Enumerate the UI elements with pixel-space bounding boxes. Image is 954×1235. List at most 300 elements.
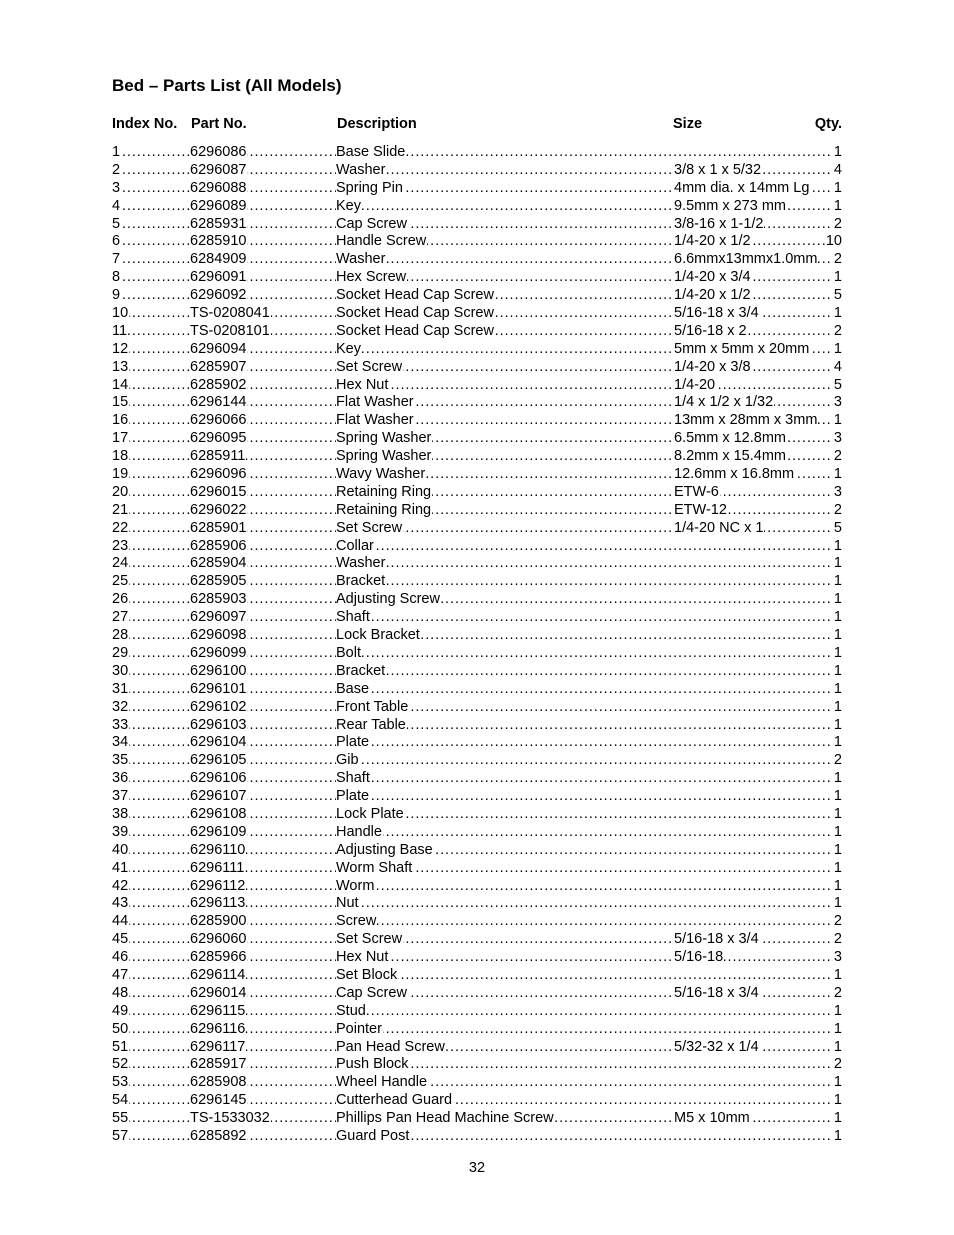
index-no-cell: 32 (112, 698, 129, 715)
part-no-cell: 6285917 (190, 1056, 247, 1073)
table-row (112, 699, 842, 717)
index-no-cell: 10 (112, 305, 129, 322)
qty-cell: 1 (833, 823, 842, 840)
page-number: 32 (468, 1160, 486, 1176)
qty-cell: 1 (833, 627, 842, 644)
description-cell: Screw (336, 913, 377, 930)
table-row (112, 681, 842, 699)
index-no-cell: 40 (112, 841, 129, 858)
table-row (112, 895, 842, 913)
part-no-cell: 6284909 (190, 251, 247, 268)
table-row (112, 466, 842, 484)
table-row (112, 913, 842, 931)
qty-cell: 1 (833, 966, 842, 983)
part-no-cell: 6285910 (190, 233, 247, 250)
table-row (112, 878, 842, 896)
description-cell: Socket Head Cap Screw (336, 305, 494, 322)
part-no-cell: 6296060 (190, 931, 247, 948)
description-cell: Hex Nut (336, 376, 389, 393)
index-no-cell: 42 (112, 877, 129, 894)
part-no-cell: 6296114 (190, 966, 246, 983)
description-cell: Base (336, 680, 370, 697)
part-no-cell: 6296110 (190, 841, 246, 858)
index-no-cell: 13 (112, 358, 129, 375)
index-no-cell: 5 (112, 215, 121, 232)
part-no-cell: 6296117 (190, 1038, 246, 1055)
part-no-cell: 6296145 (190, 1092, 247, 1109)
index-no-cell: 29 (112, 644, 129, 661)
table-row (112, 1128, 842, 1146)
index-no-cell: 55 (112, 1110, 129, 1127)
description-cell: Flat Washer (336, 412, 414, 429)
part-no-cell: 6296094 (190, 340, 247, 357)
index-no-cell: 31 (112, 680, 129, 697)
index-no-cell: 54 (112, 1092, 129, 1109)
description-cell: Socket Head Cap Screw (336, 287, 494, 304)
qty-cell: 1 (833, 269, 842, 286)
table-row (112, 180, 842, 198)
table-row (112, 717, 842, 735)
description-cell: Handle Screw (336, 233, 427, 250)
part-no-cell: 6296088 (190, 179, 247, 196)
part-no-cell: 6285906 (190, 537, 247, 554)
size-cell: 6.6mmx13mmx1.0mm (674, 251, 818, 268)
qty-cell: 1 (833, 662, 842, 679)
size-cell: 1/4-20 x 1/2 (674, 233, 751, 250)
table-row (112, 377, 842, 395)
index-no-cell: 1 (112, 144, 121, 160)
index-no-cell: 7 (112, 251, 121, 268)
table-row (112, 985, 842, 1003)
qty-cell: 4 (833, 358, 842, 375)
index-no-cell: 15 (112, 394, 129, 411)
description-cell: Washer (336, 251, 386, 268)
qty-cell: 1 (833, 788, 842, 805)
table-row (112, 538, 842, 556)
qty-cell: 5 (833, 376, 842, 393)
table-row (112, 591, 842, 609)
table-row (112, 949, 842, 967)
size-cell: 3/8 x 1 x 5/32 (674, 161, 762, 178)
part-no-cell: 6285903 (190, 591, 247, 608)
size-cell: 6.5mm x 12.8mm (674, 430, 786, 447)
table-row (112, 287, 842, 305)
index-no-cell: 38 (112, 805, 129, 822)
part-no-cell: 6296098 (190, 627, 247, 644)
index-no-cell: 37 (112, 788, 129, 805)
table-row (112, 734, 842, 752)
qty-cell: 1 (833, 466, 842, 483)
index-no-cell: 30 (112, 662, 129, 679)
description-cell: Lock Bracket (336, 627, 420, 644)
part-no-cell: 6296109 (190, 823, 247, 840)
size-cell: 1/4-20 NC x 1 (674, 519, 764, 536)
size-cell: 1/4-20 (674, 376, 716, 393)
part-no-cell: 6296100 (190, 662, 247, 679)
qty-cell: 1 (833, 179, 842, 196)
part-no-cell: 6285911 (190, 448, 246, 465)
table-row (112, 1003, 842, 1021)
size-cell: M5 x 10mm (674, 1110, 750, 1127)
qty-cell: 2 (833, 251, 842, 268)
description-cell: Push Block (336, 1056, 409, 1073)
size-cell: 1/4-20 x 3/8 (674, 358, 751, 375)
part-no-cell: 6296087 (190, 161, 247, 178)
description-cell: Rear Table (336, 716, 406, 733)
part-no-cell: 6296102 (190, 698, 247, 715)
size-cell: 4mm dia. x 14mm Lg (674, 179, 810, 196)
part-no-cell: 6296097 (190, 609, 247, 626)
part-no-cell: 6296015 (190, 483, 247, 500)
part-no-cell: 6296095 (190, 430, 247, 447)
description-cell: Set Screw (336, 519, 403, 536)
qty-cell: 2 (833, 752, 842, 769)
part-no-cell: 6296111 (190, 859, 245, 876)
part-no-cell: 6285892 (190, 1127, 247, 1144)
description-cell: Bolt (336, 644, 361, 661)
part-no-cell: 6285905 (190, 573, 247, 590)
description-cell: Gib (336, 752, 359, 769)
qty-cell: 3 (833, 949, 842, 966)
part-no-cell: 6296105 (190, 752, 247, 769)
table-row (112, 573, 842, 591)
table-row (112, 555, 842, 573)
description-cell: Stud (336, 1002, 366, 1019)
index-no-cell: 4 (112, 197, 121, 214)
table-row (112, 1056, 842, 1074)
index-no-cell: 22 (112, 519, 129, 536)
index-no-cell: 39 (112, 823, 129, 840)
part-no-cell: 6285966 (190, 949, 247, 966)
part-no-cell: 6285900 (190, 913, 247, 930)
qty-cell: 2 (833, 931, 842, 948)
part-no-cell: 6296101 (190, 680, 247, 697)
table-row (112, 663, 842, 681)
header-index-no: Index No. (112, 116, 178, 132)
description-cell: Front Table (336, 698, 409, 715)
qty-cell: 3 (833, 483, 842, 500)
description-cell: Nut (336, 895, 359, 912)
index-no-cell: 6 (112, 233, 121, 250)
index-no-cell: 36 (112, 770, 129, 787)
index-no-cell: 47 (112, 966, 129, 983)
description-cell: Bracket (336, 573, 386, 590)
qty-cell: 1 (833, 644, 842, 661)
table-row (112, 1110, 842, 1128)
description-cell: Lock Plate (336, 805, 404, 822)
table-row (112, 502, 842, 520)
qty-cell: 4 (833, 161, 842, 178)
qty-cell: 1 (833, 144, 842, 160)
table-row (112, 216, 842, 234)
description-cell: Washer (336, 555, 386, 572)
qty-cell: 1 (833, 1038, 842, 1055)
part-no-cell: 6285902 (190, 376, 247, 393)
header-description: Description (337, 116, 417, 132)
part-no-cell: 6296066 (190, 412, 247, 429)
table-row (112, 323, 842, 341)
part-no-cell: 6296099 (190, 644, 247, 661)
index-no-cell: 49 (112, 1002, 129, 1019)
part-no-cell: 6296014 (190, 984, 247, 1001)
table-row (112, 645, 842, 663)
index-no-cell: 2 (112, 161, 121, 178)
description-cell: Collar (336, 537, 374, 554)
description-cell: Hex Screw (336, 269, 407, 286)
table-row (112, 860, 842, 878)
header-part-no: Part No. (191, 116, 247, 132)
qty-cell: 1 (833, 680, 842, 697)
description-cell: Plate (336, 788, 370, 805)
part-no-cell: 6285907 (190, 358, 247, 375)
part-no-cell: 6285901 (190, 519, 247, 536)
index-no-cell: 35 (112, 752, 129, 769)
qty-cell: 2 (833, 322, 842, 339)
index-no-cell: 8 (112, 269, 121, 286)
qty-cell: 1 (833, 716, 842, 733)
qty-cell: 2 (833, 913, 842, 930)
index-no-cell: 43 (112, 895, 129, 912)
table-row (112, 359, 842, 377)
index-no-cell: 28 (112, 627, 129, 644)
qty-cell: 1 (833, 1002, 842, 1019)
part-no-cell: 6296115 (190, 1002, 246, 1019)
description-cell: Worm Shaft (336, 859, 413, 876)
part-no-cell: 6296112 (190, 877, 246, 894)
qty-cell: 1 (833, 412, 842, 429)
page-title: Bed – Parts List (All Models) (112, 76, 342, 95)
part-no-cell: 6296104 (190, 734, 247, 751)
table-row (112, 233, 842, 251)
part-no-cell: 6296089 (190, 197, 247, 214)
part-no-cell: TS-0208041 (190, 305, 270, 322)
qty-cell: 5 (833, 287, 842, 304)
description-cell: Set Block (336, 966, 398, 983)
size-cell: 12.6mm x 16.8mm (674, 466, 795, 483)
description-cell: Retaining Ring (336, 501, 432, 518)
table-row (112, 609, 842, 627)
table-row (112, 448, 842, 466)
size-cell: 8.2mm x 15.4mm (674, 448, 786, 465)
parts-list-table (112, 144, 842, 1146)
header-qty: Qty. (814, 116, 842, 132)
qty-cell: 1 (833, 1092, 842, 1109)
index-no-cell: 51 (112, 1038, 129, 1055)
size-cell: 13mm x 28mm x 3mm (674, 412, 818, 429)
table-row (112, 752, 842, 770)
index-no-cell: 14 (112, 376, 129, 393)
size-cell: 5/16-18 x 3/4 (674, 931, 759, 948)
description-cell: Pan Head Screw (336, 1038, 445, 1055)
description-cell: Key (336, 340, 361, 357)
description-cell: Guard Post (336, 1127, 410, 1144)
qty-cell: 1 (833, 555, 842, 572)
index-no-cell: 41 (112, 859, 129, 876)
index-no-cell: 34 (112, 734, 129, 751)
table-row (112, 430, 842, 448)
size-cell: 9.5mm x 273 mm (674, 197, 786, 214)
size-cell: ETW-6 (674, 483, 719, 500)
table-row (112, 788, 842, 806)
part-no-cell: 6296091 (190, 269, 247, 286)
description-cell: Shaft (336, 770, 370, 787)
description-cell: Adjusting Base (336, 841, 433, 858)
qty-cell: 3 (833, 394, 842, 411)
description-cell: Hex Nut (336, 949, 389, 966)
qty-cell: 1 (833, 609, 842, 626)
table-row (112, 967, 842, 985)
qty-cell: 2 (833, 984, 842, 1001)
qty-cell: 1 (833, 340, 842, 357)
index-no-cell: 45 (112, 931, 129, 948)
part-no-cell: 6296107 (190, 788, 247, 805)
index-no-cell: 48 (112, 984, 129, 1001)
qty-cell: 10 (825, 233, 842, 250)
part-no-cell: 6285908 (190, 1074, 247, 1091)
table-row (112, 842, 842, 860)
table-row (112, 627, 842, 645)
description-cell: Worm (336, 877, 375, 894)
size-cell: 1/4-20 x 3/4 (674, 269, 751, 286)
table-row (112, 394, 842, 412)
part-no-cell: 6296092 (190, 287, 247, 304)
description-cell: Spring Washer (336, 448, 432, 465)
description-cell: Pointer (336, 1020, 382, 1037)
index-no-cell: 12 (112, 340, 129, 357)
qty-cell: 1 (833, 573, 842, 590)
index-no-cell: 50 (112, 1020, 129, 1037)
description-cell: Spring Washer (336, 430, 432, 447)
table-row (112, 269, 842, 287)
index-no-cell: 53 (112, 1074, 129, 1091)
qty-cell: 2 (833, 1056, 842, 1073)
qty-cell: 2 (833, 501, 842, 518)
index-no-cell: 19 (112, 466, 129, 483)
part-no-cell: 6296096 (190, 466, 247, 483)
size-cell: 1/4 x 1/2 x 1/32 (674, 394, 774, 411)
description-cell: Wheel Handle (336, 1074, 428, 1091)
index-no-cell: 26 (112, 591, 129, 608)
qty-cell: 1 (833, 841, 842, 858)
table-row (112, 806, 842, 824)
description-cell: Cap Screw (336, 215, 407, 232)
qty-cell: 1 (833, 1127, 842, 1144)
index-no-cell: 27 (112, 609, 129, 626)
index-no-cell: 33 (112, 716, 129, 733)
description-cell: Base Slide (336, 144, 406, 160)
table-row (112, 198, 842, 216)
qty-cell: 1 (833, 1020, 842, 1037)
description-cell: Shaft (336, 609, 370, 626)
part-no-cell: TS-0208101 (190, 322, 270, 339)
table-row (112, 1074, 842, 1092)
description-cell: Cutterhead Guard (336, 1092, 453, 1109)
index-no-cell: 57 (112, 1127, 129, 1144)
qty-cell: 1 (833, 805, 842, 822)
qty-cell: 1 (833, 591, 842, 608)
table-row (112, 144, 842, 162)
size-cell: 5/32-32 x 1/4 (674, 1038, 759, 1055)
table-row (112, 162, 842, 180)
qty-cell: 5 (833, 519, 842, 536)
table-row (112, 770, 842, 788)
part-no-cell: 6296113 (190, 895, 246, 912)
description-cell: Key (336, 197, 361, 214)
table-row (112, 251, 842, 269)
index-no-cell: 18 (112, 448, 129, 465)
index-no-cell: 11 (112, 322, 128, 339)
part-no-cell: 6285904 (190, 555, 247, 572)
table-row (112, 931, 842, 949)
description-cell: Retaining Ring (336, 483, 432, 500)
index-no-cell: 17 (112, 430, 129, 447)
description-cell: Adjusting Screw (336, 591, 440, 608)
part-no-cell: TS-1533032 (190, 1110, 270, 1127)
size-cell: 5/16-18 x 3/4 (674, 984, 759, 1001)
part-no-cell: 6296022 (190, 501, 247, 518)
table-row (112, 824, 842, 842)
part-no-cell: 6296103 (190, 716, 247, 733)
qty-cell: 1 (833, 537, 842, 554)
size-cell: 5/16-18 x 2 (674, 322, 747, 339)
description-cell: Handle (336, 823, 382, 840)
qty-cell: 1 (833, 877, 842, 894)
index-no-cell: 20 (112, 483, 129, 500)
qty-cell: 2 (833, 448, 842, 465)
table-row (112, 412, 842, 430)
part-no-cell: 6285931 (190, 215, 247, 232)
part-no-cell: 6296108 (190, 805, 247, 822)
description-cell: Socket Head Cap Screw (336, 322, 494, 339)
qty-cell: 1 (833, 895, 842, 912)
size-cell: 3/8-16 x 1-1/2 (674, 215, 764, 232)
table-row (112, 1092, 842, 1110)
description-cell: Flat Washer (336, 394, 414, 411)
qty-cell: 1 (833, 1074, 842, 1091)
qty-cell: 1 (833, 197, 842, 214)
description-cell: Spring Pin (336, 179, 403, 196)
index-no-cell: 44 (112, 913, 129, 930)
part-no-cell: 6296116 (190, 1020, 246, 1037)
table-row (112, 305, 842, 323)
table-row (112, 341, 842, 359)
index-no-cell: 16 (112, 412, 129, 429)
description-cell: Set Screw (336, 931, 403, 948)
index-no-cell: 21 (112, 501, 129, 518)
index-no-cell: 23 (112, 537, 129, 554)
description-cell: Set Screw (336, 358, 403, 375)
description-cell: Washer (336, 161, 386, 178)
index-no-cell: 52 (112, 1056, 129, 1073)
qty-cell: 1 (833, 859, 842, 876)
description-cell: Phillips Pan Head Machine Screw (336, 1110, 554, 1127)
part-no-cell: 6296106 (190, 770, 247, 787)
description-cell: Cap Screw (336, 984, 407, 1001)
table-row (112, 484, 842, 502)
size-cell: 5/16-18 x 3/4 (674, 305, 759, 322)
size-cell: 5mm x 5mm x 20mm (674, 340, 810, 357)
table-row (112, 520, 842, 538)
index-no-cell: 46 (112, 949, 129, 966)
description-cell: Plate (336, 734, 370, 751)
part-no-cell: 6296144 (190, 394, 247, 411)
index-no-cell: 3 (112, 179, 121, 196)
index-no-cell: 24 (112, 555, 129, 572)
qty-cell: 1 (833, 1110, 842, 1127)
size-cell: 5/16-18 (674, 949, 724, 966)
qty-cell: 1 (833, 734, 842, 751)
size-cell: ETW-12 (674, 501, 727, 518)
